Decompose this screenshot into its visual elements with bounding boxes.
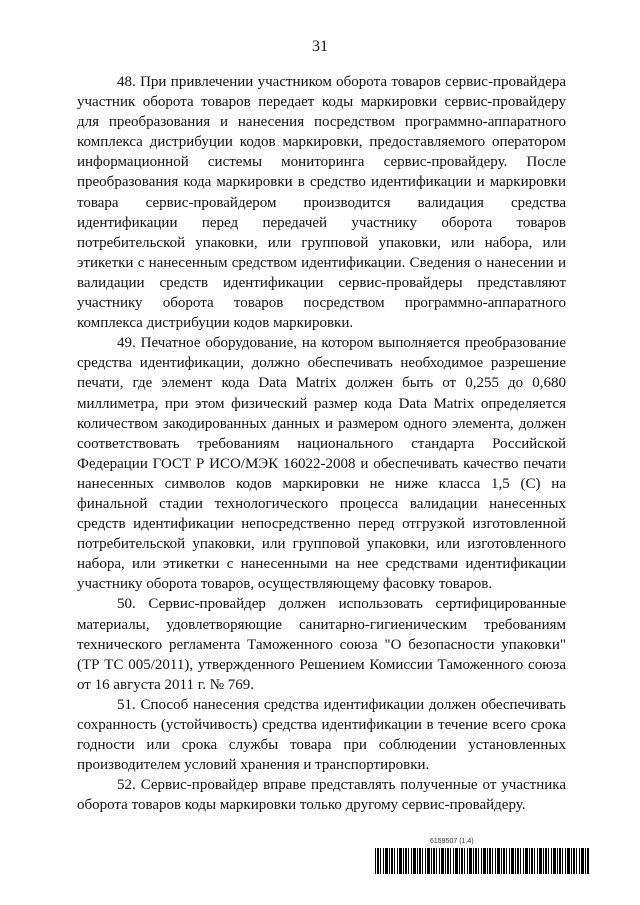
page-number: 31 <box>312 38 328 55</box>
barcode-icon <box>375 848 590 874</box>
document-code: 6159507 (1.4) <box>430 838 474 845</box>
document-body <box>77 72 566 815</box>
paragraph-49: 49. Печатное оборудование, на котором выполняется преобразование средства идентификации, должно обеспечивать необходимое разрешение печати, где элемент кода Data Matrix должен быть от 0,255 до 0,680 миллиметра, при этом физический размер кода Data Matrix определяется количеством закодированных данных и размером одного элемента, должен соответствовать требованиям национального стандарта Российской Федерации ГОСТ Р ИСО/МЭК 16022-2008 и обеспечивать качество печати нанесенных символов кодов маркировки не ниже класса 1,5 (С) на финальной стадии технологического процесса валидации нанесенных средств идентификации непосредственно перед отгрузкой изготовленной потребительской упаковки, или групповой упаковки, или изготовленного набора, или этикетки с нанесенными на нее средствами идентификации участнику оборота товаров, осуществляющему фасовку товаров. <box>77 335 566 593</box>
paragraph-52: 52. Сервис-провайдер вправе представлять полученные от участника оборота товаров коды маркировки только другому сервис-провайдеру. <box>77 777 566 814</box>
paragraph-48: 48. При привлечении участником оборота товаров сервис-провайдера участник оборота товаров передает коды маркировки сервис-провайдеру для преобразования и нанесения посредством программно-аппаратного комплекса дистрибуции кодов маркировки, предоставляемого оператором информационной системы мониторинга сервис-провайдеру. После преобразования кода маркировки в средство идентификации и маркировки товара сервис-провайдером производится валидация средства идентификации перед передачей участнику оборота товаров потребительской упаковки, или групповой упаковки, или набора, или этикетки с нанесенным средством идентификации. Сведения о нанесении и валидации средств идентификации сервис-провайдеры представляют участнику оборота товаров посредством программно-аппаратного комплекса дистрибуции кодов маркировки. <box>77 74 566 332</box>
paragraph-50: 50. Сервис-провайдер должен использовать сертифицированные материалы, удовлетворяющие санитарно-гигиеническим требованиям технического регламента Таможенного союза "О безопасности упаковки" (ТР ТС 005/2011), утвержденного Решением Комиссии Таможенного союза от 16 августа 2011 г. № 769. <box>77 596 566 693</box>
paragraph-51: 51. Способ нанесения средства идентификации должен обеспечивать сохранность (устойчивость) средства идентификации в течение всего срока годности или срока службы товара при соблюдении установленных производителем условий хранения и транспортировки. <box>77 696 566 774</box>
